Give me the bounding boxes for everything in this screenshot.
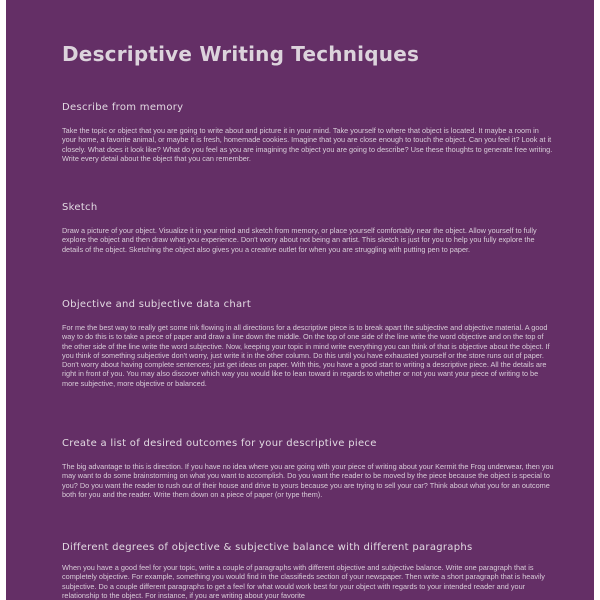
article-panel <box>6 0 594 600</box>
section-body: Draw a picture of your object. Visualize it in your mind and sketch from memory, or place yourself comfortably near the object. Allow yourself to fully explore the object and then draw what you experience. Don't worry about not being an artist. This sketch is just for you to help you fully explore the details of the object. Sketching the object also gives you a creative outlet for when you are struggling with putting pen to paper. <box>62 226 537 254</box>
page-title: Descriptive Writing Techniques <box>62 42 420 66</box>
section-body: Take the topic or object that you are going to write about and picture it in your mind. Take yourself to where that object is located. It maybe a room in your home, a favorite animal, or maybe it is fresh, homemade cookies. Imagine that you are close enough to touch the object. Can you feel it? Look at it closely. What does it look like? What do you feel as you are imagining the object you are going to describe? Use these thoughts to generate free writing. Write every detail about the object that you can remember. <box>62 126 553 163</box>
section-heading: Different degrees of objective & subjective balance with different paragraphs <box>62 542 473 553</box>
section-heading: Sketch <box>62 202 98 213</box>
section-body: When you have a good feel for your topic, write a couple of paragraphs with different objective and subjective balance. Write one paragraph that is completely objective. For example, something you would find in the classifieds section of your newspaper. Then write a short paragraph that is heavily subjective. Do a couple different paragraphs to get a feel for what would work best for your object with regards to your intended reader and your relationship to the object. For instance, if you are writing about your favorite <box>62 563 545 600</box>
section-body: The big advantage to this is direction. If you have no idea where you are going with your piece of writing about your Kermit the Frog underwear, then you may want to do some brainstorming on what you want to accomplish. Do you want the reader to be moved by the piece because the object is special to you? Do you want the reader to rush out of their house and drive to yours because you are trying to sell your car? Think about what you for an outcome both for you and the reader. Write them down on a piece of paper (or type them). <box>62 462 554 499</box>
section-heading: Describe from memory <box>62 102 184 113</box>
section-heading: Objective and subjective data chart <box>62 299 252 310</box>
section-heading: Create a list of desired outcomes for your descriptive piece <box>62 438 377 449</box>
section-body: For me the best way to really get some ink flowing in all directions for a descriptive piece is to break apart the subjective and objective material. A good way to do this is to take a piece of paper and draw a line down the middle. On the top of one side of the line write the word objective and on the top of the other side of the line write the word subjective. Now, keeping your topic in mind write everything you can think of that is objective about the object. If you think of something subjective don't worry, just write it in the other column. Do this until you have exhausted yourself or the store runs out of paper. Don't worry about having complete sentences; just get ideas on paper. With this, you have a good start to writing a descriptive piece. All the details are right in front of you. You may also discover which way you would like to lean toward in regards to whether or not you want your piece of writing to be more subjective, more objective or balanced. <box>62 323 550 388</box>
